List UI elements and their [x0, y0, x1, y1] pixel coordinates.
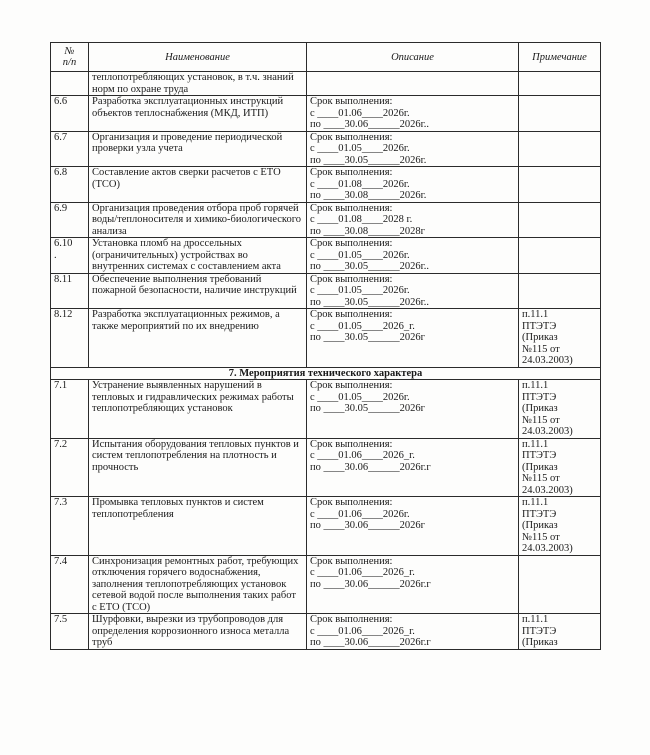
description-line: с ____01.05____2026г.: [310, 391, 410, 403]
description-line: с ____01.06____2026_г.: [310, 625, 415, 637]
description-line: с ____01.06____2026г.: [310, 508, 410, 520]
item-description: [307, 167, 519, 203]
item-number: 7.5: [51, 614, 89, 650]
note-line: 24.03.2003): [522, 543, 573, 554]
item-description: [307, 202, 519, 238]
note-line: (Приказ: [522, 637, 558, 648]
header-name: Наименование: [89, 43, 307, 72]
note-line: ПТЭТЭ: [522, 625, 557, 637]
description-line: Срок выполнения:: [310, 555, 393, 567]
description-line: Срок выполнения:: [310, 614, 393, 625]
item-name: Разработка эксплуатационных режимов, а также мероприятий по их внедрению: [89, 309, 307, 368]
item-number: 6.6: [51, 96, 89, 132]
item-note: [519, 380, 601, 439]
item-description: [307, 614, 519, 650]
item-name: Установка пломб на дроссельных (ограничительных) устройствах во внутренних системах с составлением акта: [89, 238, 307, 274]
note-line: 24.03.2003): [522, 355, 573, 366]
item-description: [307, 273, 519, 309]
note-line: (Приказ: [522, 520, 558, 531]
table-row: [51, 309, 601, 368]
note-line: №115 от: [522, 414, 560, 426]
description-line: по ____30.06______2026г..: [310, 119, 429, 130]
item-note: [519, 555, 601, 614]
item-note: [519, 202, 601, 238]
item-note: [519, 309, 601, 368]
item-number: 6.10 .: [51, 238, 89, 274]
item-name: Разработка эксплуатационных инструкций объектов теплоснабжения (МКД, ИТП): [89, 96, 307, 132]
note-line: ПТЭТЭ: [522, 320, 557, 332]
description-line: Срок выполнения:: [310, 309, 393, 320]
table-row: [51, 238, 601, 274]
section-title: 7. Мероприятия технического характера: [51, 367, 601, 380]
description-line: Срок выполнения:: [310, 497, 393, 508]
description-line: Срок выполнения:: [310, 131, 393, 143]
description-line: по ____30.06______2026г.г: [310, 461, 431, 473]
note-line: п.11.1: [522, 614, 549, 625]
item-name: Обеспечение выполнения требований пожарной безопасности, наличие инструкций: [89, 273, 307, 309]
table-row: [51, 202, 601, 238]
description-line: Срок выполнения:: [310, 238, 393, 249]
note-line: п.11.1: [522, 438, 549, 450]
description-line: с ____01.06____2026г.: [310, 107, 410, 119]
note-line: (Приказ: [522, 332, 558, 343]
table-row: [51, 72, 601, 96]
item-number: 7.2: [51, 438, 89, 497]
description-line: с ____01.05____2026г.: [310, 143, 410, 154]
description-line: по ____30.05______2026г.: [310, 154, 427, 166]
item-note: [519, 438, 601, 497]
description-line: с ____01.05____2026г.: [310, 249, 410, 261]
table-row: [51, 380, 601, 439]
note-line: ПТЭТЭ: [522, 508, 557, 520]
table-row: [51, 131, 601, 167]
item-name: Испытания оборудования тепловых пунктов и систем теплопотребления на плотность и прочность: [89, 438, 307, 497]
note-line: 24.03.2003): [522, 426, 573, 437]
item-number: 7.3: [51, 497, 89, 556]
note-line: №115 от: [522, 343, 560, 355]
item-note: [519, 72, 601, 96]
description-line: с ____01.05____2026г.: [310, 285, 410, 296]
description-line: по ____30.05______2026г..: [310, 296, 429, 308]
description-line: Срок выполнения:: [310, 438, 393, 450]
description-line: с ____01.06____2026_г.: [310, 450, 415, 461]
item-number: 6.9: [51, 202, 89, 238]
table-row: [51, 497, 601, 556]
item-name: Шурфовки, вырезки из трубопроводов для определения коррозионного износа металла труб: [89, 614, 307, 650]
note-line: 24.03.2003): [522, 484, 573, 496]
note-line: ПТЭТЭ: [522, 391, 557, 403]
item-name: Организация проведения отбора проб горячей воды/теплоносителя и химико-биологического анализа: [89, 202, 307, 238]
header-num: № п/п: [51, 43, 89, 72]
description-line: по ____30.06______2026г.г: [310, 578, 431, 590]
note-line: (Приказ: [522, 461, 558, 473]
table-row: [51, 614, 601, 650]
item-name: Промывка тепловых пунктов и систем теплопотребления: [89, 497, 307, 556]
description-line: Срок выполнения:: [310, 96, 393, 107]
item-description: [307, 238, 519, 274]
description-line: по ____30.08______2026г.: [310, 190, 427, 201]
description-line: с ____01.08____2026г.: [310, 178, 410, 190]
item-description: [307, 96, 519, 132]
description-line: с ____01.08____2028 г.: [310, 214, 413, 225]
item-description: [307, 72, 519, 96]
description-line: Срок выполнения:: [310, 273, 393, 285]
description-line: с ____01.06____2026_г.: [310, 567, 415, 578]
item-number: 6.7: [51, 131, 89, 167]
note-line: №115 от: [522, 473, 560, 484]
item-note: [519, 131, 601, 167]
description-line: по ____30.06______2026г: [310, 520, 425, 531]
description-line: по ____30.08______2028г: [310, 225, 425, 237]
header-desc: Описание: [307, 43, 519, 72]
item-note: [519, 238, 601, 274]
description-line: по ____30.05______2026г: [310, 332, 425, 343]
table-header-row: [51, 43, 601, 72]
item-number: 6.8: [51, 167, 89, 203]
note-line: №115 от: [522, 531, 560, 543]
description-line: по ____30.05______2026г..: [310, 261, 429, 272]
item-note: [519, 614, 601, 650]
note-line: п.11.1: [522, 380, 549, 391]
description-line: с ____01.05____2026_г.: [310, 320, 415, 332]
header-note: Примечание: [519, 43, 601, 72]
note-line: п.11.1: [522, 309, 549, 320]
item-number: 7.4: [51, 555, 89, 614]
note-line: ПТЭТЭ: [522, 450, 557, 461]
item-description: [307, 309, 519, 368]
table-row: [51, 555, 601, 614]
item-name: Организация и проведение периодической проверки узла учета: [89, 131, 307, 167]
section-row: [51, 367, 601, 380]
description-line: Срок выполнения:: [310, 202, 393, 214]
item-description: [307, 131, 519, 167]
item-number: [51, 72, 89, 96]
item-description: [307, 438, 519, 497]
item-note: [519, 167, 601, 203]
table-row: [51, 273, 601, 309]
description-line: Срок выполнения:: [310, 167, 393, 178]
table-row: [51, 438, 601, 497]
item-number: 7.1: [51, 380, 89, 439]
item-name: Составление актов сверки расчетов с ЕТО (ТСО): [89, 167, 307, 203]
description-line: по ____30.06______2026г.г: [310, 637, 431, 648]
item-name: теплопотребляющих установок, в т.ч. знаний норм по охране труда: [89, 72, 307, 96]
item-name: Синхронизация ремонтных работ, требующих отключения горячего водоснабжения, заполнения теплопотребляющих установок сетевой водой после выполнения таких работ с ЕТО (ТСО): [89, 555, 307, 614]
activities-table: [50, 42, 601, 650]
item-note: [519, 497, 601, 556]
table-row: [51, 96, 601, 132]
item-description: [307, 497, 519, 556]
item-number: 8.11: [51, 273, 89, 309]
table-body: [51, 72, 601, 650]
item-note: [519, 273, 601, 309]
table-row: [51, 167, 601, 203]
item-description: [307, 380, 519, 439]
description-line: по ____30.05______2026г: [310, 403, 425, 414]
note-line: п.11.1: [522, 497, 549, 508]
item-number: 8.12: [51, 309, 89, 368]
description-line: Срок выполнения:: [310, 380, 393, 391]
item-description: [307, 555, 519, 614]
note-line: (Приказ: [522, 403, 558, 414]
item-name: Устранение выявленных нарушений в тепловых и гидравлических режимах работы теплопотребляющих установок: [89, 380, 307, 439]
item-note: [519, 96, 601, 132]
